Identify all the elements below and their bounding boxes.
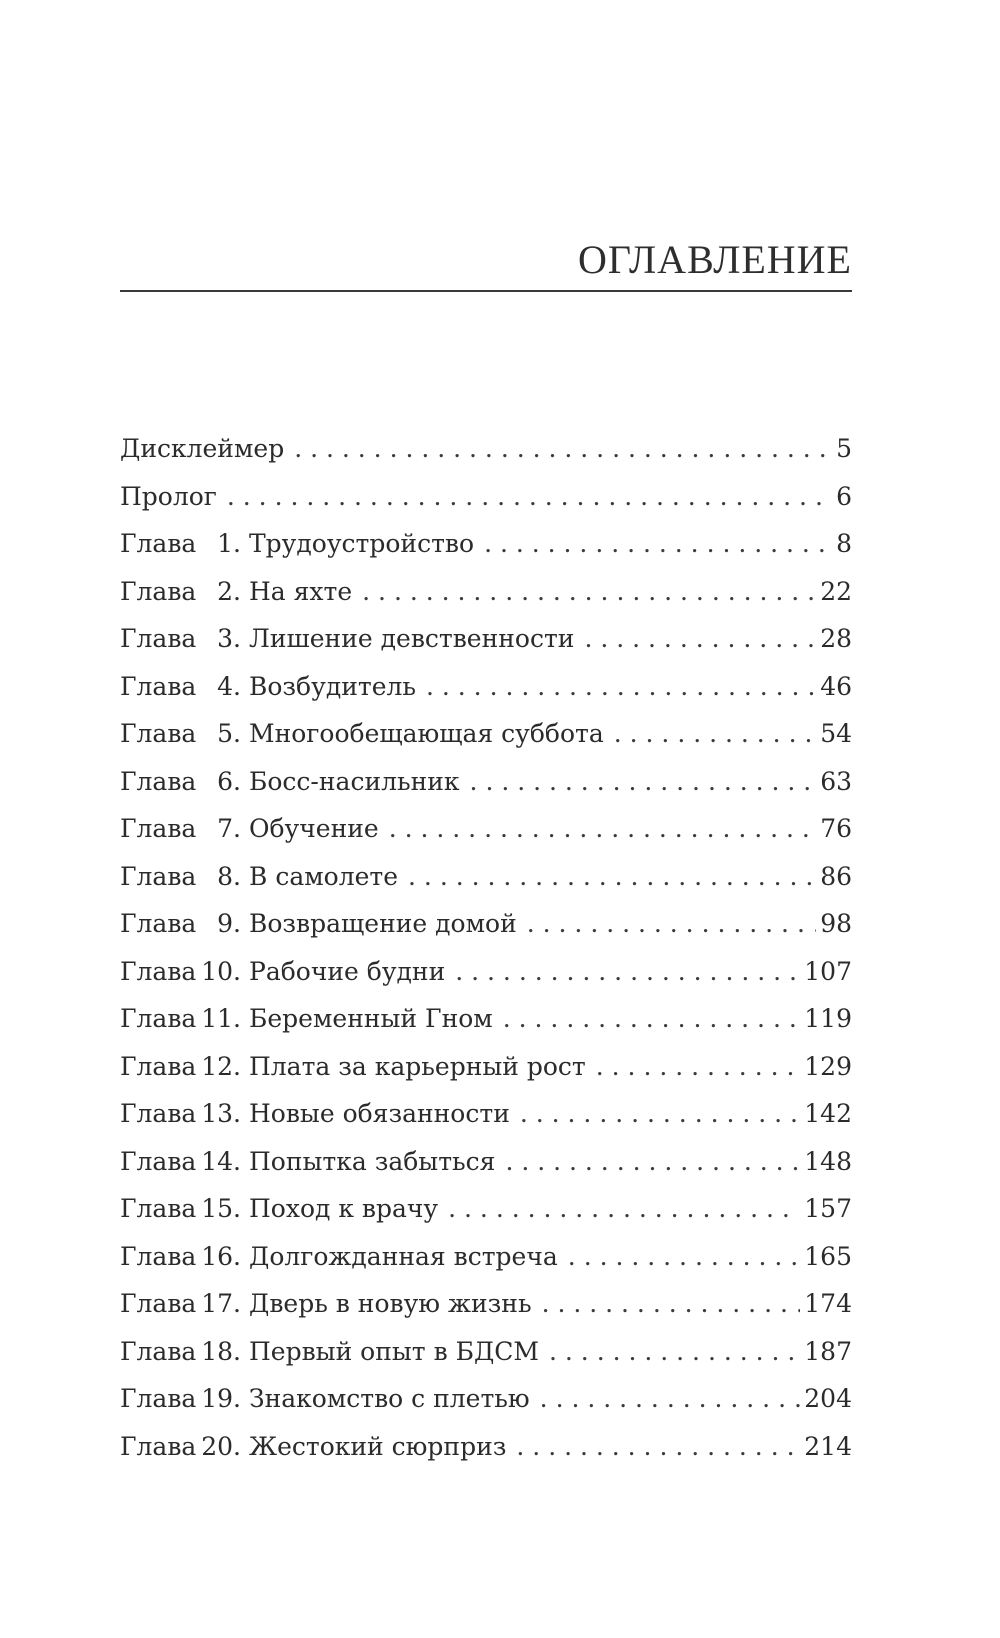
toc-chapter-lead (120, 767, 460, 796)
toc-chapter-number: 19. (201, 1384, 241, 1413)
toc-chapter-lead (120, 1052, 586, 1081)
toc-entry-chapter[interactable] (120, 1289, 852, 1337)
toc-chapter-lead (120, 577, 352, 606)
toc-chapter-title: В самолете (249, 861, 399, 891)
toc-chapter-lead (120, 814, 379, 843)
toc-entry-chapter[interactable] (120, 957, 852, 1005)
toc-leader-dots (549, 1337, 800, 1366)
toc-chapter-prefix: Глава (120, 956, 197, 986)
toc-entry-chapter[interactable] (120, 1242, 852, 1290)
toc-chapter-title: Возбудитель (249, 671, 416, 701)
toc-chapter-number: 4. (217, 671, 241, 701)
toc-chapter-prefix: Глава (120, 1051, 197, 1081)
toc-chapter-title: Долгожданная встреча (249, 1241, 558, 1271)
toc-chapter-title: Первый опыт в БДСМ (249, 1336, 540, 1366)
toc-chapter-number: 11. (201, 1004, 241, 1033)
toc-chapter-lead (120, 1004, 493, 1033)
toc-leader-dots (584, 624, 816, 653)
toc-chapter-lead (120, 529, 474, 558)
toc-page-number: 204 (804, 1384, 852, 1413)
toc-entry-label: Дисклеймер (120, 434, 285, 463)
toc-chapter-number: 17. (201, 1289, 241, 1318)
toc-leader-dots (542, 1289, 801, 1318)
toc-chapter-title: На яхте (249, 576, 353, 606)
toc-page-number: 46 (820, 671, 852, 701)
toc-entry-prologue[interactable] (120, 482, 852, 530)
toc-chapter-lead (120, 1194, 438, 1223)
toc-chapter-number: 5. (217, 719, 241, 748)
toc-leader-dots (448, 1194, 800, 1223)
toc-leader-dots (568, 1242, 800, 1271)
toc-page-number: 8 (836, 529, 852, 558)
toc-page-number: 86 (820, 861, 852, 891)
toc-chapter-lead (120, 862, 398, 891)
toc-page-number: 107 (804, 956, 852, 986)
toc-chapter-prefix: Глава (120, 1146, 197, 1176)
toc-chapter-number: 12. (201, 1051, 241, 1081)
toc-chapter-prefix: Глава (120, 861, 197, 891)
toc-chapter-number: 10. (201, 956, 241, 986)
toc-entry-label: Пролог (120, 481, 217, 511)
toc-chapter-lead (120, 1242, 558, 1271)
page-title: ОГЛАВЛЕНИЕ (578, 237, 852, 282)
toc-leader-dots (455, 957, 800, 986)
toc-chapter-title: Поход к врачу (249, 1194, 439, 1223)
toc-chapter-prefix: Глава (120, 576, 197, 606)
toc-entry-chapter[interactable] (120, 1052, 852, 1100)
toc-chapter-lead (120, 1099, 510, 1128)
toc-leader-dots (516, 1432, 800, 1461)
toc-chapter-prefix: Глава (120, 1289, 197, 1318)
toc-chapter-title: Дверь в новую жизнь (249, 1289, 532, 1318)
toc-chapter-title: Босс-насильник (249, 766, 460, 796)
toc-chapter-number: 3. (217, 624, 241, 653)
toc-leader-dots (426, 672, 816, 701)
toc-chapter-title: Лишение девственности (249, 624, 575, 653)
toc-page-number: 119 (804, 1004, 852, 1033)
toc-page-number: 63 (820, 766, 852, 796)
toc-chapter-title: Рабочие будни (249, 956, 446, 986)
toc-chapter-title: Попытка забыться (249, 1146, 496, 1176)
toc-entry-chapter[interactable] (120, 1004, 852, 1052)
toc-page-number: 142 (804, 1099, 852, 1128)
toc-chapter-number: 13. (201, 1099, 241, 1128)
toc-leader-dots (484, 529, 832, 558)
toc-chapter-number: 1. (217, 529, 241, 558)
toc-chapter-title: Жестокий сюрприз (249, 1431, 507, 1461)
toc-entry-chapter[interactable] (120, 909, 852, 957)
toc-page-number: 148 (804, 1146, 852, 1176)
toc-entry-chapter[interactable] (120, 577, 852, 625)
toc-entry-chapter[interactable] (120, 1147, 852, 1195)
toc-chapter-number: 20. (201, 1431, 241, 1461)
toc-page-number: 54 (820, 719, 852, 748)
toc-chapter-lead (120, 957, 445, 986)
toc-entry-chapter[interactable] (120, 672, 852, 720)
toc-page-number: 6 (836, 481, 852, 511)
toc-leader-dots (389, 814, 816, 843)
toc-leader-dots (596, 1052, 801, 1081)
toc-chapter-lead (120, 1384, 530, 1413)
toc-chapter-prefix: Глава (120, 909, 197, 938)
toc-chapter-title: Беременный Гном (249, 1004, 493, 1033)
toc-chapter-prefix: Глава (120, 1241, 197, 1271)
toc-chapter-number: 16. (201, 1241, 241, 1271)
toc-chapter-prefix: Глава (120, 1004, 197, 1033)
toc-leader-dots (520, 1099, 800, 1128)
table-of-contents (120, 434, 852, 1479)
toc-chapter-title: Трудоустройство (249, 529, 475, 558)
toc-entry-chapter[interactable] (120, 624, 852, 672)
toc-chapter-title: Возвращение домой (249, 909, 517, 938)
toc-chapter-lead (120, 719, 604, 748)
toc-chapter-prefix: Глава (120, 1384, 197, 1413)
toc-chapter-title: Знакомство с плетью (249, 1384, 530, 1413)
toc-chapter-prefix: Глава (120, 529, 197, 558)
toc-chapter-prefix: Глава (120, 719, 197, 748)
toc-chapter-prefix: Глава (120, 1431, 197, 1461)
toc-entry-chapter[interactable] (120, 1194, 852, 1242)
toc-entry-chapter[interactable] (120, 767, 852, 815)
toc-chapter-lead (120, 1432, 506, 1461)
toc-entry-chapter[interactable] (120, 719, 852, 767)
toc-page-number: 187 (804, 1336, 852, 1366)
toc-chapter-number: 8. (217, 861, 241, 891)
toc-chapter-title: Обучение (249, 814, 379, 843)
toc-page-number: 98 (820, 909, 852, 938)
toc-chapter-prefix: Глава (120, 671, 197, 701)
toc-chapter-prefix: Глава (120, 1336, 197, 1366)
toc-chapter-lead (120, 1289, 532, 1318)
toc-page-number: 214 (804, 1431, 852, 1461)
toc-chapter-number: 7. (217, 814, 241, 843)
toc-page-number: 5 (836, 434, 852, 463)
toc-leader-dots (540, 1384, 801, 1413)
toc-chapter-lead (120, 909, 517, 938)
toc-leader-dots (408, 862, 816, 891)
toc-chapter-prefix: Глава (120, 766, 197, 796)
toc-leader-dots (362, 577, 816, 606)
toc-chapter-prefix: Глава (120, 1099, 197, 1128)
toc-entry-disclaimer[interactable] (120, 434, 852, 482)
toc-chapter-number: 6. (217, 766, 241, 796)
toc-chapter-number: 15. (201, 1194, 241, 1223)
toc-entry-chapter[interactable] (120, 1337, 852, 1385)
toc-leader-dots (503, 1004, 801, 1033)
toc-page-number: 174 (804, 1289, 852, 1318)
toc-chapter-title: Плата за карьерный рост (249, 1051, 586, 1081)
toc-entry-chapter[interactable] (120, 814, 852, 862)
toc-entry-chapter[interactable] (120, 1384, 852, 1432)
toc-entry-chapter[interactable] (120, 1432, 852, 1480)
toc-entry-chapter[interactable] (120, 862, 852, 910)
toc-leader-dots (614, 719, 816, 748)
toc-page-number: 76 (820, 814, 852, 843)
toc-chapter-lead (120, 1337, 539, 1366)
toc-chapter-prefix: Глава (120, 814, 197, 843)
toc-entry-chapter[interactable] (120, 529, 852, 577)
title-divider (120, 290, 852, 292)
toc-leader-dots (527, 909, 816, 938)
toc-page-number: 157 (804, 1194, 852, 1223)
toc-leader-dots (505, 1147, 800, 1176)
toc-chapter-title: Многообещающая суббота (249, 719, 604, 748)
toc-chapter-lead (120, 672, 416, 701)
toc-chapter-lead (120, 1147, 495, 1176)
toc-page-number: 129 (804, 1051, 852, 1081)
toc-leader-dots (227, 482, 832, 511)
toc-leader-dots (294, 434, 832, 463)
toc-chapter-lead (120, 624, 574, 653)
toc-chapter-number: 2. (217, 576, 241, 606)
toc-chapter-prefix: Глава (120, 624, 197, 653)
toc-chapter-title: Новые обязанности (249, 1099, 510, 1128)
toc-leader-dots (470, 767, 817, 796)
toc-chapter-number: 9. (217, 909, 241, 938)
toc-chapter-prefix: Глава (120, 1194, 197, 1223)
toc-page-number: 22 (820, 576, 852, 606)
toc-chapter-number: 18. (201, 1336, 241, 1366)
toc-page-number: 28 (820, 624, 852, 653)
toc-page-number: 165 (804, 1241, 852, 1271)
toc-entry-chapter[interactable] (120, 1099, 852, 1147)
toc-chapter-number: 14. (201, 1146, 241, 1176)
